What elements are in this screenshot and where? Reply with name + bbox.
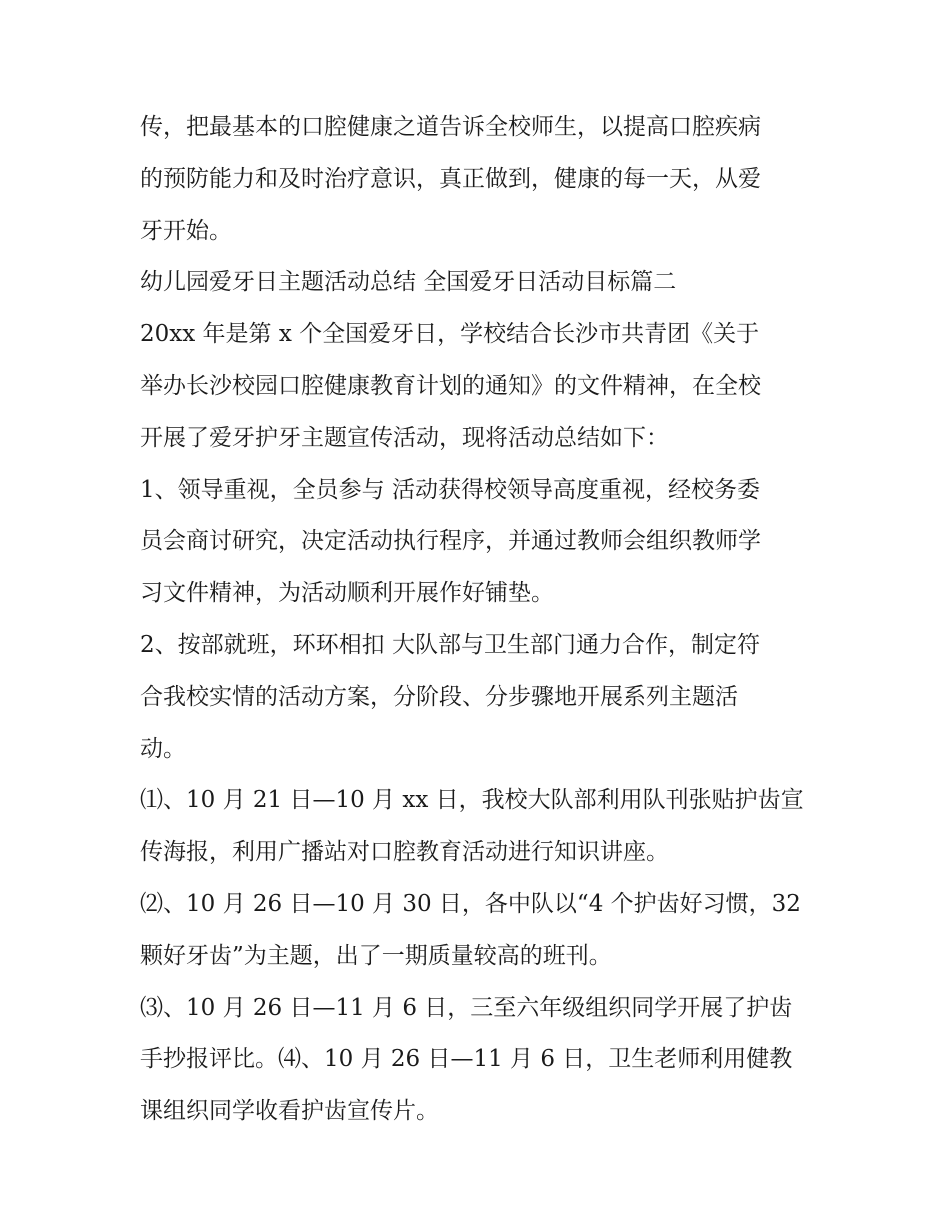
text-line: 员会商讨研究，决定活动执行程序，并通过教师会组织教师学 bbox=[140, 528, 761, 555]
document-page bbox=[140, 102, 820, 1138]
text-line: 传海报，利用广播站对口腔教育活动进行知识讲座。 bbox=[140, 839, 669, 866]
text-line: 手抄报评比。⑷、10 月 26 日—11 月 6 日，卫生老师利用健教 bbox=[140, 1046, 793, 1073]
text-line: ⑶、10 月 26 日—11 月 6 日，三至六年级组织同学开展了护齿 bbox=[140, 994, 793, 1021]
text-line: 传，把最基本的口腔健康之道告诉全校师生，以提高口腔疾病 bbox=[140, 114, 761, 140]
text-line: 课组织同学收看护齿宣传片。 bbox=[140, 1098, 439, 1125]
text-line: 的预防能力和及时治疗意识，真正做到，健康的每一天，从爱 bbox=[140, 165, 761, 192]
section-heading: 幼儿园爱牙日主题活动总结 全国爱牙日活动目标篇二 bbox=[140, 269, 677, 296]
text-line: 颗好牙齿”为主题，出了一期质量较高的班刊。 bbox=[140, 942, 612, 969]
text-line: 开展了爱牙护牙主题宣传活动，现将活动总结如下： bbox=[140, 424, 669, 451]
text-line: 牙开始。 bbox=[140, 217, 232, 244]
text-line: 2、按部就班，环环相扣 大队部与卫生部门通力合作，制定符 bbox=[140, 631, 760, 658]
text-line: 1、领导重视，全员参与 活动获得校领导高度重视，经校务委 bbox=[140, 476, 760, 503]
text-line: ⑴、10 月 21 日—10 月 xx 日，我校大队部利用队刊张贴护齿宣 bbox=[140, 787, 804, 814]
text-line: 20xx 年是第 x 个全国爱牙日，学校结合长沙市共青团《关于 bbox=[140, 321, 760, 348]
text-line: 习文件精神，为活动顺利开展作好铺垫。 bbox=[140, 580, 554, 607]
text-line: 合我校实情的活动方案，分阶段、分步骤地开展系列主题活 bbox=[140, 683, 738, 710]
text-line: 动。 bbox=[140, 735, 186, 762]
text-line: ⑵、10 月 26 日—10 月 30 日，各中队以“4 个护齿好习惯，32 bbox=[140, 890, 801, 917]
text-line: 举办长沙校园口腔健康教育计划的通知》的文件精神，在全校 bbox=[140, 372, 761, 399]
